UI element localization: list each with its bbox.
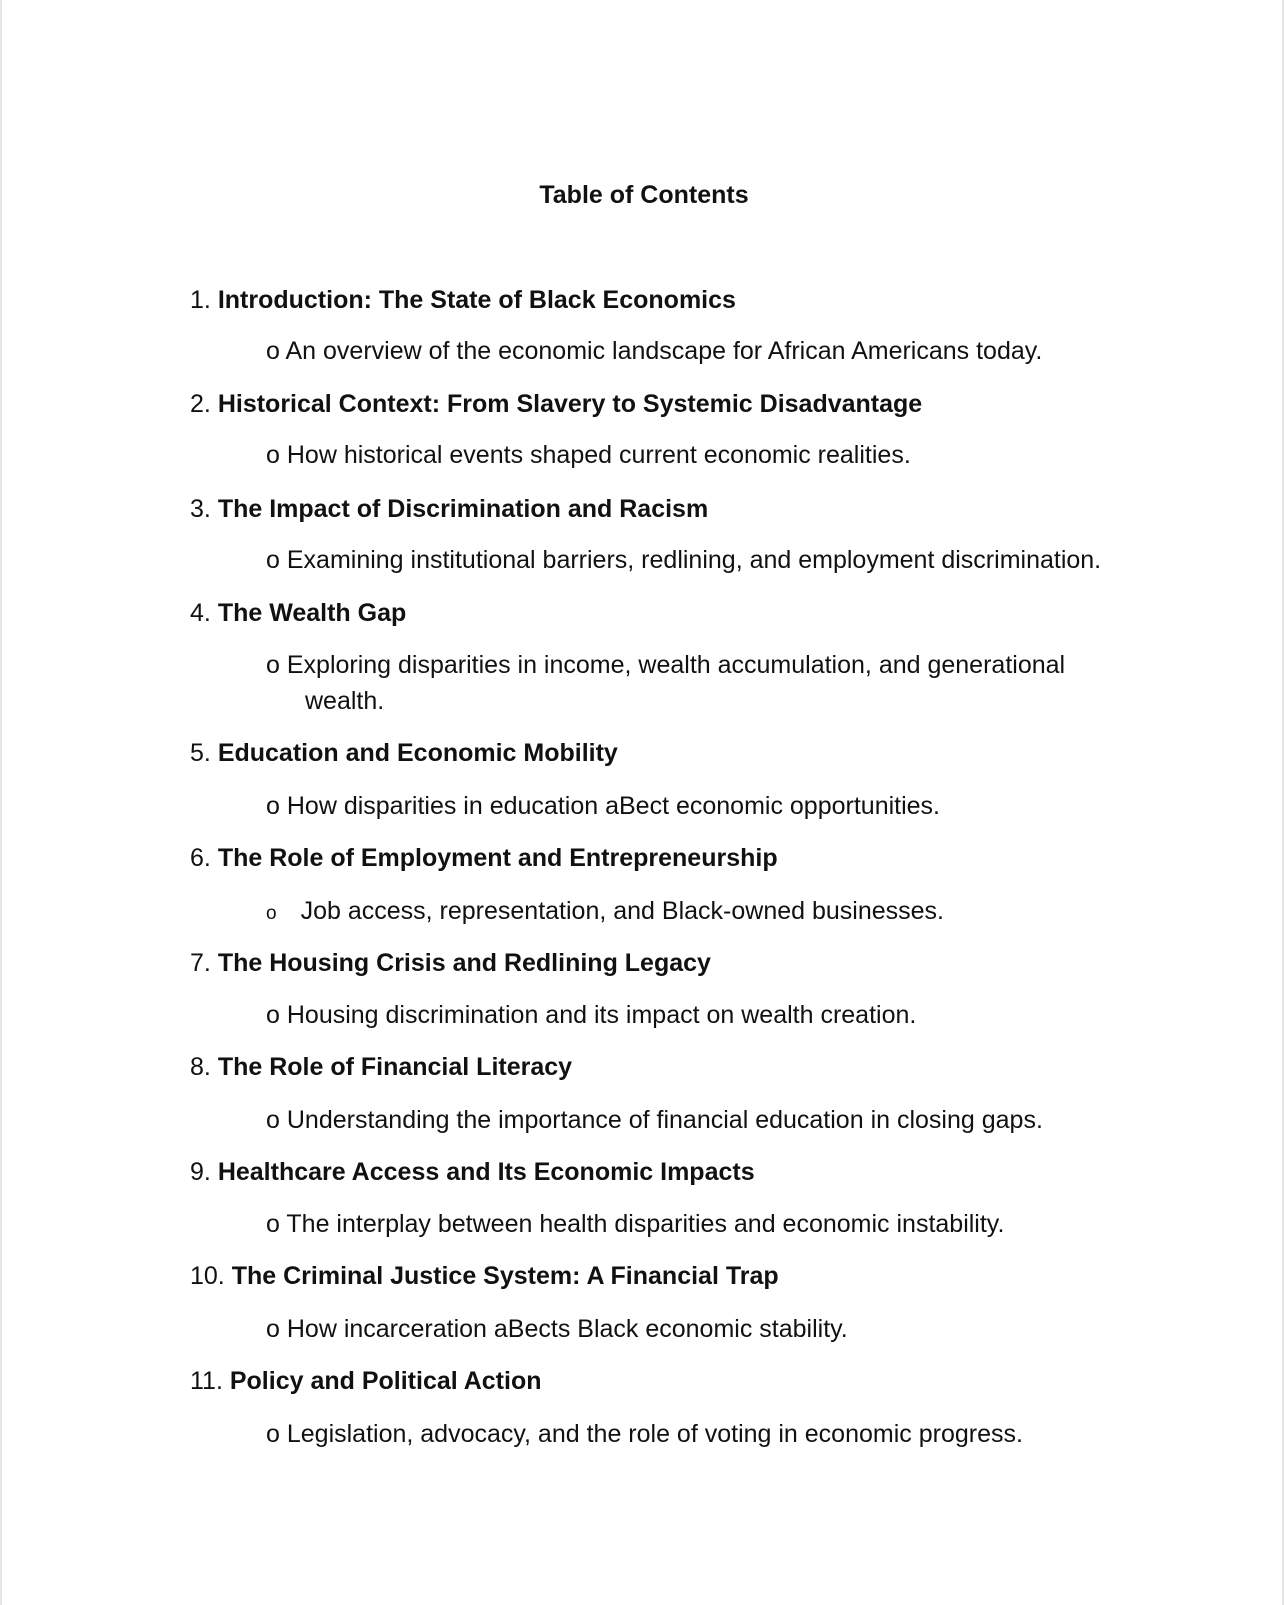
toc-entry-number: 2.: [190, 390, 211, 418]
toc-entry-title: Healthcare Access and Its Economic Impacts: [217, 1158, 755, 1186]
toc-entry-heading: [190, 843, 778, 873]
bullet-marker: o: [266, 792, 280, 820]
toc-entry-description-text: Examining institutional barriers, redlining, and employment discrimination.: [286, 546, 1102, 574]
toc-entry-description: [266, 333, 1126, 369]
toc-entry-number: 7.: [190, 949, 211, 977]
toc-entry-description-text: Job access, representation, and Black-owned businesses.: [300, 897, 944, 925]
toc-entry-number: 4.: [190, 599, 211, 627]
toc-entry-title: Historical Context: From Slavery to Systemic Disadvantage: [217, 390, 923, 418]
toc-entry-description-text: Housing discrimination and its impact on wealth creation.: [286, 1001, 917, 1029]
toc-entry-description: [266, 437, 1126, 473]
toc-entry-heading: [190, 494, 708, 524]
toc-entry-description-text: How historical events shaped current economic realities.: [286, 441, 911, 469]
toc-entry-title: The Role of Financial Literacy: [217, 1053, 573, 1081]
toc-entry-title: The Role of Employment and Entrepreneurship: [217, 844, 778, 872]
toc-entry-number: 5.: [190, 739, 211, 767]
bullet-marker: o: [266, 546, 280, 574]
toc-entry-description: [266, 542, 1126, 578]
toc-entry-title: Policy and Political Action: [229, 1367, 542, 1395]
toc-entry-heading: [190, 285, 736, 315]
toc-entry-title: Introduction: The State of Black Economics: [217, 286, 736, 314]
toc-entry-description: [266, 893, 1126, 932]
toc-entry-description-text: The interplay between health disparities and economic instability.: [286, 1210, 1005, 1238]
toc-entry-description: [266, 1416, 1126, 1452]
toc-list: [2, 0, 1284, 1605]
bullet-marker: o: [266, 651, 280, 679]
toc-entry-heading: [190, 1052, 572, 1082]
toc-entry-description-text: Exploring disparities in income, wealth accumulation, and generational wealth.: [286, 651, 1066, 715]
bullet-marker: o: [266, 337, 280, 365]
toc-entry-number: 11.: [190, 1367, 223, 1395]
bullet-marker: o: [266, 903, 277, 924]
toc-entry-number: 1.: [190, 286, 211, 314]
page-title: Table of Contents: [539, 181, 749, 209]
bullet-marker: o: [266, 1315, 280, 1343]
toc-entry-title: The Criminal Justice System: A Financial Trap: [231, 1262, 779, 1290]
toc-entry-heading: [190, 598, 406, 628]
toc-entry-title: The Housing Crisis and Redlining Legacy: [217, 949, 711, 977]
toc-entry-description: [266, 788, 1126, 824]
toc-entry-number: 9.: [190, 1158, 211, 1186]
toc-entry-heading: [190, 738, 618, 768]
toc-entry-heading: [190, 948, 711, 978]
toc-entry-number: 8.: [190, 1053, 211, 1081]
toc-entry-description-text: How disparities in education aBect economic opportunities.: [286, 792, 940, 820]
toc-entry-description: [266, 997, 1126, 1033]
toc-entry-description: [266, 1102, 1126, 1138]
toc-entry-description: [266, 647, 1135, 719]
bullet-marker: o: [266, 441, 280, 469]
toc-entry-title: Education and Economic Mobility: [217, 739, 618, 767]
bullet-marker: o: [266, 1106, 280, 1134]
toc-entry-number: 10.: [190, 1262, 225, 1290]
toc-entry-number: 6.: [190, 844, 211, 872]
toc-entry-number: 3.: [190, 495, 211, 523]
toc-entry-title: The Wealth Gap: [217, 599, 407, 627]
toc-entry-description-text: Legislation, advocacy, and the role of voting in economic progress.: [286, 1420, 1023, 1448]
toc-entry-heading: [190, 1261, 779, 1291]
toc-entry-description: [266, 1311, 1126, 1347]
toc-entry-heading: [190, 1157, 755, 1187]
toc-entry-description-text: Understanding the importance of financial education in closing gaps.: [286, 1106, 1043, 1134]
toc-entry-description-text: An overview of the economic landscape for African Americans today.: [285, 337, 1043, 365]
bullet-marker: o: [266, 1420, 280, 1448]
toc-entry-description-text: How incarceration aBects Black economic stability.: [286, 1315, 848, 1343]
bullet-marker: o: [266, 1210, 280, 1238]
toc-entry-heading: [190, 1366, 542, 1396]
bullet-marker: o: [266, 1001, 280, 1029]
toc-entry-description: [266, 1206, 1126, 1242]
toc-entry-title: The Impact of Discrimination and Racism: [217, 495, 709, 523]
toc-entry-heading: [190, 389, 922, 419]
